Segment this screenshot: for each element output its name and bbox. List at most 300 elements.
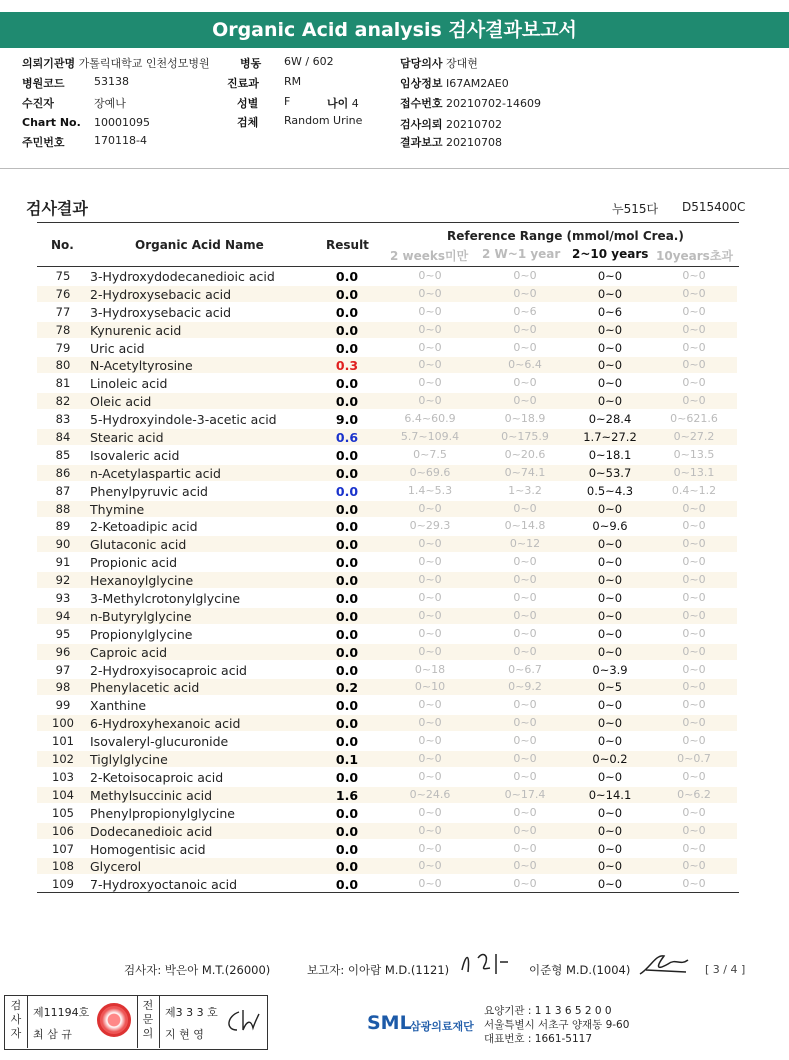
box-label-tester: 검사자 [10, 999, 22, 1040]
header-name: Organic Acid Name [135, 238, 264, 252]
age-value: 4 [351, 97, 359, 110]
table-header [37, 223, 739, 267]
ref-over-10y: 0~0 [682, 698, 706, 712]
ref-2-10y: 0~0 [597, 859, 623, 874]
row-number: 83 [55, 412, 71, 427]
header-result: Result [326, 238, 369, 252]
table-row [37, 267, 739, 285]
tester-signature: 검사자: 박은아 M.T.(26000) [124, 963, 271, 977]
row-number: 90 [55, 537, 71, 552]
row-number: 108 [52, 859, 74, 874]
table-row [37, 625, 739, 643]
ref-under-2-weeks: 0~0 [418, 805, 442, 819]
acid-name: Kynurenic acid [90, 322, 182, 338]
ref-2w-1y: 0~0 [513, 340, 537, 354]
row-number: 101 [52, 734, 74, 749]
handwritten-signature-1 [456, 948, 516, 978]
ref-2w-1y: 0~0 [513, 555, 537, 569]
ref-over-10y: 0~0 [682, 286, 706, 300]
acid-name: n-Butyrylglycine [90, 608, 192, 624]
acid-name: Isovaleryl-glucuronide [90, 734, 229, 750]
ref-under-2-weeks: 0~0 [418, 841, 442, 855]
row-number: 91 [55, 555, 71, 570]
ref-2-10y: 0~0 [597, 591, 623, 606]
result-value: 0.0 [335, 823, 359, 839]
acid-name: 2-Hydroxyisocaproic acid [90, 662, 247, 678]
foundation-contact [484, 1004, 629, 1046]
row-number: 88 [55, 501, 71, 516]
ref-2-10y: 0~0 [597, 877, 623, 892]
ref-2w-1y: 0~0 [513, 859, 537, 873]
ref-2-10y: 0~53.7 [588, 465, 632, 480]
handwritten-signature-2 [636, 950, 692, 978]
ref-2w-1y: 0~0 [513, 734, 537, 748]
ref-over-10y: 0~0 [682, 537, 706, 551]
ref-under-2-weeks: 6.4~60.9 [404, 412, 456, 426]
org-label: 의뢰기관명 [22, 57, 76, 70]
chart-value: 10001095 [94, 116, 150, 129]
ref-over-10y: 0~0 [682, 877, 706, 891]
result-value: 0.0 [335, 286, 359, 302]
table-row [37, 714, 739, 732]
ref-2w-1y: 0~0 [513, 608, 537, 622]
ref-2-10y: 0~0 [597, 286, 623, 301]
chart-label: Chart No. [22, 116, 81, 129]
header-no: No. [51, 238, 74, 252]
box-license-1: 제11194호 [33, 1006, 90, 1019]
ref-over-10y: 0~0 [682, 269, 706, 282]
ref-2w-1y: 0~6 [513, 304, 537, 318]
ref-over-10y: 0~0 [682, 519, 706, 533]
ref-2-10y: 0~0 [597, 805, 623, 820]
table-row [37, 661, 739, 679]
acid-name: Oleic acid [90, 394, 152, 410]
handwritten-signature-3 [223, 1006, 263, 1036]
row-number: 80 [55, 358, 71, 373]
result-value: 0.0 [335, 626, 359, 642]
result-value: 0.0 [335, 805, 359, 821]
ref-2w-1y: 0~17.4 [504, 787, 546, 801]
result-value: 0.2 [335, 680, 359, 696]
ref-under-2-weeks: 0~0 [418, 644, 442, 658]
acid-name: Propionylglycine [90, 626, 193, 642]
table-row [37, 464, 739, 482]
ref-2-10y: 0~6 [597, 304, 623, 319]
acid-name: Linoleic acid [90, 376, 168, 392]
header-g2: 2 W~1 year [482, 247, 561, 261]
table-row [37, 553, 739, 571]
receipt-label: 접수번호 [400, 97, 443, 110]
acid-name: Xanthine [90, 698, 147, 714]
ref-2w-1y: 0~6.7 [508, 662, 542, 676]
ref-2w-1y: 0~0 [513, 716, 537, 730]
header-g4: 10years초과 [656, 249, 734, 263]
report-title: Organic Acid analysis 검사결과보고서 [0, 12, 789, 48]
ref-over-10y: 0~0 [682, 591, 706, 605]
result-value: 0.0 [335, 483, 359, 499]
ref-over-10y: 0.4~1.2 [671, 483, 717, 497]
ref-over-10y: 0~0 [682, 662, 706, 676]
result-value: 0.0 [335, 698, 359, 714]
table-row [37, 696, 739, 714]
ref-under-2-weeks: 0~0 [418, 769, 442, 783]
result-value: 0.0 [335, 769, 359, 785]
ref-2w-1y: 0~0 [513, 805, 537, 819]
ref-under-2-weeks: 0~0 [418, 626, 442, 640]
ref-2-10y: 0~0 [597, 376, 623, 391]
ref-2-10y: 0~0.2 [592, 752, 628, 767]
code-value: 53138 [94, 75, 129, 88]
reporter-signature: 보고자: 이아람 M.D.(1121) [307, 963, 450, 977]
clinical-value: I67AM2AE0 [446, 77, 509, 90]
result-value: 0.0 [335, 269, 359, 284]
table-row [37, 374, 739, 392]
ref-under-2-weeks: 0~0 [418, 698, 442, 712]
row-number: 92 [55, 573, 71, 588]
ref-2w-1y: 0~0 [513, 841, 537, 855]
ref-under-2-weeks: 0~0 [418, 752, 442, 766]
ref-2-10y: 0~0 [597, 537, 623, 552]
result-value: 1.6 [335, 787, 359, 803]
result-value: 0.0 [335, 304, 359, 320]
table-row [37, 285, 739, 303]
box-license-2: 제3 3 3 호 [165, 1006, 218, 1019]
header-g1: 2 weeks미만 [390, 249, 469, 263]
ref-under-2-weeks: 0~0 [418, 322, 442, 336]
ref-over-10y: 0~0 [682, 716, 706, 730]
ref-under-2-weeks: 0~0 [418, 376, 442, 390]
ref-2-10y: 0~0 [597, 698, 623, 713]
ref-under-2-weeks: 0~0 [418, 269, 442, 282]
ref-2w-1y: 0~0 [513, 877, 537, 891]
row-number: 81 [55, 376, 71, 391]
ref-over-10y: 0~0 [682, 626, 706, 640]
acid-name: 2-Ketoisocaproic acid [90, 769, 224, 785]
ref-under-2-weeks: 0~69.6 [409, 465, 451, 479]
acid-name: N-Acetyltyrosine [90, 358, 193, 374]
result-value: 0.0 [335, 662, 359, 678]
ref-2w-1y: 0~0 [513, 501, 537, 515]
ref-2-10y: 0~18.1 [588, 447, 632, 462]
ref-2w-1y: 0~74.1 [504, 465, 546, 479]
acid-name: 5-Hydroxyindole-3-acetic acid [90, 412, 277, 428]
ref-2-10y: 0~0 [597, 555, 623, 570]
ref-under-2-weeks: 0~0 [418, 394, 442, 408]
table-row [37, 500, 739, 518]
ref-2-10y: 0~0 [597, 734, 623, 749]
ref-2w-1y: 0~0 [513, 644, 537, 658]
table-row [37, 678, 739, 696]
doctor-label: 담당의사 [400, 57, 443, 70]
ref-under-2-weeks: 1.4~5.3 [407, 483, 453, 497]
ref-2w-1y: 0~0 [513, 769, 537, 783]
ref-over-10y: 0~0 [682, 376, 706, 390]
row-number: 86 [55, 465, 71, 480]
ref-2w-1y: 0~0 [513, 591, 537, 605]
ref-2-10y: 0~28.4 [588, 412, 632, 427]
ref-2-10y: 0~14.1 [588, 787, 632, 802]
result-value: 0.0 [335, 519, 359, 535]
ref-2w-1y: 0~20.6 [504, 447, 546, 461]
ref-2-10y: 0~9.6 [592, 519, 628, 534]
row-number: 105 [52, 805, 74, 820]
receipt-value: 20210702-14609 [446, 97, 541, 110]
table-row [37, 643, 739, 661]
dept-value: RM [284, 75, 302, 88]
result-value: 0.0 [335, 394, 359, 410]
ref-under-2-weeks: 0~0 [418, 734, 442, 748]
acid-name: 2-Hydroxysebacic acid [90, 286, 232, 302]
divider [0, 168, 789, 169]
result-value: 0.0 [335, 322, 359, 338]
row-number: 95 [55, 626, 71, 641]
table-row [37, 607, 739, 625]
table-row [37, 410, 739, 428]
result-value: 0.0 [335, 877, 359, 893]
ref-under-2-weeks: 0~0 [418, 340, 442, 354]
row-number: 102 [52, 752, 74, 767]
table-row [37, 786, 739, 804]
table-row [37, 303, 739, 321]
table-row [37, 517, 739, 535]
acid-name: Uric acid [90, 340, 145, 356]
ref-2-10y: 0~0 [597, 769, 623, 784]
result-value: 0.0 [335, 608, 359, 624]
result-value: 0.0 [335, 859, 359, 875]
result-value: 0.0 [335, 841, 359, 857]
ref-2w-1y: 1~3.2 [508, 483, 542, 497]
ref-under-2-weeks: 0~0 [418, 286, 442, 300]
ref-2w-1y: 0~0 [513, 376, 537, 390]
doctor-value: 장대현 [446, 57, 478, 70]
ref-under-2-weeks: 5.7~109.4 [400, 430, 460, 444]
table-row [37, 356, 739, 374]
ref-2w-1y: 0~9.2 [508, 680, 542, 694]
row-number: 100 [52, 716, 74, 731]
ref-over-10y: 0~0.7 [677, 752, 711, 766]
specimen-label: 검체 [237, 116, 259, 129]
row-number: 98 [55, 680, 71, 695]
row-number: 96 [55, 644, 71, 659]
result-value: 0.0 [335, 716, 359, 732]
ref-over-10y: 0~6.2 [677, 787, 711, 801]
ref-under-2-weeks: 0~0 [418, 501, 442, 515]
result-value: 0.0 [335, 537, 359, 553]
ref-over-10y: 0~27.2 [673, 430, 715, 444]
row-number: 89 [55, 519, 71, 534]
acid-name: Glutaconic acid [90, 537, 187, 553]
org-value: 가톨릭대학교 인천성모병원 [78, 57, 210, 70]
acid-name: 7-Hydroxyoctanoic acid [90, 877, 238, 893]
row-number: 84 [55, 430, 71, 445]
ref-over-10y: 0~0 [682, 805, 706, 819]
acid-name: Phenylacetic acid [90, 680, 200, 696]
address: 서울특별시 서초구 양재동 9-60 [484, 1019, 630, 1031]
header-g3: 2~10 years [572, 247, 649, 261]
ref-under-2-weeks: 0~24.6 [409, 787, 451, 801]
box-name-2: 지 현 영 [165, 1028, 204, 1041]
ref-over-10y: 0~0 [682, 734, 706, 748]
ref-2-10y: 0~0 [597, 340, 623, 355]
row-number: 87 [55, 483, 71, 498]
table-row [37, 840, 739, 858]
ref-2-10y: 0~0 [597, 823, 623, 838]
ref-2w-1y: 0~0 [513, 269, 537, 282]
table-row [37, 768, 739, 786]
ref-2-10y: 0~0 [597, 626, 623, 641]
acid-name: Phenylpyruvic acid [90, 483, 208, 499]
result-value: 0.6 [335, 430, 359, 446]
result-value: 0.0 [335, 465, 359, 481]
report-label: 결과보고 [400, 136, 443, 149]
result-value: 0.0 [335, 734, 359, 750]
ref-2-10y: 0~0 [597, 322, 623, 337]
ward-label: 병동 [240, 57, 262, 70]
ref-2w-1y: 0~14.8 [504, 519, 546, 533]
row-number: 109 [52, 877, 74, 892]
ref-over-10y: 0~0 [682, 644, 706, 658]
box-name-1: 최 삼 규 [33, 1028, 72, 1041]
result-value: 0.0 [335, 573, 359, 589]
age-label: 나이 [327, 97, 349, 110]
table-row [37, 535, 739, 553]
ref-2w-1y: 0~0 [513, 626, 537, 640]
ref-2-10y: 0~0 [597, 358, 623, 373]
row-number: 97 [55, 662, 71, 677]
result-value: 9.0 [335, 412, 359, 428]
ref-2-10y: 0.5~4.3 [586, 483, 634, 498]
test-code: D515400C [682, 200, 746, 214]
patient-value: 장예나 [94, 97, 126, 110]
ref-2-10y: 0~0 [597, 269, 623, 283]
ref-2w-1y: 0~0 [513, 286, 537, 300]
ref-over-10y: 0~0 [682, 322, 706, 336]
table-row [37, 446, 739, 464]
ref-under-2-weeks: 0~0 [418, 716, 442, 730]
table-row [37, 321, 739, 339]
ward-value: 6W / 602 [284, 55, 334, 68]
results-table [37, 222, 739, 893]
ref-over-10y: 0~0 [682, 573, 706, 587]
ref-over-10y: 0~621.6 [670, 412, 718, 426]
table-row [37, 428, 739, 446]
row-number: 107 [52, 841, 74, 856]
section-title: 검사결과 [26, 199, 88, 218]
ref-2w-1y: 0~18.9 [504, 412, 546, 426]
ref-over-10y: 0~0 [682, 501, 706, 515]
row-number: 99 [55, 698, 71, 713]
acid-name: Phenylpropionylglycine [90, 805, 236, 821]
table-row [37, 392, 739, 410]
insurance-code: 누515다 [612, 202, 659, 216]
row-number: 94 [55, 608, 71, 623]
ref-2w-1y: 0~0 [513, 698, 537, 712]
ref-2-10y: 0~0 [597, 716, 623, 731]
result-value: 0.0 [335, 340, 359, 356]
ref-under-2-weeks: 0~0 [418, 537, 442, 551]
sex-value: F [284, 95, 291, 108]
ref-over-10y: 0~0 [682, 358, 706, 372]
ref-under-2-weeks: 0~0 [418, 877, 442, 891]
ref-under-2-weeks: 0~0 [418, 573, 442, 587]
ref-under-2-weeks: 0~0 [418, 859, 442, 873]
ref-over-10y: 0~0 [682, 304, 706, 318]
resident-label: 주민번호 [22, 136, 65, 149]
table-body [37, 267, 739, 893]
row-number: 104 [52, 787, 74, 802]
row-number: 106 [52, 823, 74, 838]
ref-under-2-weeks: 0~0 [418, 823, 442, 837]
ref-2w-1y: 0~0 [513, 823, 537, 837]
acid-name: Thymine [90, 501, 145, 517]
acid-name: Tiglylglycine [90, 752, 168, 768]
acid-name: Dodecanedioic acid [90, 823, 213, 839]
acid-name: Hexanoylglycine [90, 573, 194, 589]
row-number: 77 [55, 304, 71, 319]
ref-over-10y: 0~0 [682, 680, 706, 694]
result-value: 0.0 [335, 501, 359, 517]
ref-under-2-weeks: 0~0 [418, 358, 442, 372]
page-number: [ 3 / 4 ] [705, 963, 746, 976]
ref-2w-1y: 0~0 [513, 394, 537, 408]
table-row [37, 482, 739, 500]
ref-over-10y: 0~0 [682, 394, 706, 408]
sex-label: 성별 [237, 97, 259, 110]
ref-over-10y: 0~0 [682, 859, 706, 873]
license-box [4, 995, 268, 1050]
row-number: 79 [55, 340, 71, 355]
acid-name: Glycerol [90, 859, 142, 875]
specimen-value: Random Urine [284, 114, 363, 127]
acid-name: n-Acetylaspartic acid [90, 465, 221, 481]
table-row [37, 857, 739, 875]
result-value: 0.0 [335, 644, 359, 660]
acid-name: Stearic acid [90, 430, 164, 446]
ref-under-2-weeks: 0~0 [418, 304, 442, 318]
ref-2-10y: 0~0 [597, 501, 623, 516]
ref-2w-1y: 0~6.4 [508, 358, 542, 372]
table-row [37, 750, 739, 768]
clinical-label: 임상정보 [400, 77, 443, 90]
acid-name: Caproic acid [90, 644, 168, 660]
ref-under-2-weeks: 0~7.5 [413, 447, 447, 461]
ref-over-10y: 0~0 [682, 769, 706, 783]
row-number: 93 [55, 591, 71, 606]
ref-under-2-weeks: 0~10 [414, 680, 446, 694]
reporter2-signature: 이준형 M.D.(1004) [529, 963, 631, 977]
ref-2w-1y: 0~175.9 [501, 430, 549, 444]
ref-under-2-weeks: 0~0 [418, 608, 442, 622]
acid-name: Methylsuccinic acid [90, 787, 213, 803]
ref-2-10y: 0~3.9 [592, 662, 628, 677]
table-row [37, 339, 739, 357]
ref-2w-1y: 0~12 [509, 537, 541, 551]
table-row [37, 804, 739, 822]
ref-2w-1y: 0~0 [513, 573, 537, 587]
result-value: 0.0 [335, 447, 359, 463]
row-number: 78 [55, 322, 71, 337]
ref-over-10y: 0~13.5 [673, 447, 715, 461]
table-row [37, 571, 739, 589]
row-number: 75 [55, 269, 71, 283]
ref-over-10y: 0~0 [682, 841, 706, 855]
ref-2-10y: 0~0 [597, 394, 623, 409]
official-seal [97, 1003, 131, 1037]
ref-2w-1y: 0~0 [513, 752, 537, 766]
header-ref: Reference Range (mmol/mol Crea.) [447, 229, 684, 243]
ref-under-2-weeks: 0~18 [414, 662, 446, 676]
dept-label: 진료과 [227, 77, 259, 90]
